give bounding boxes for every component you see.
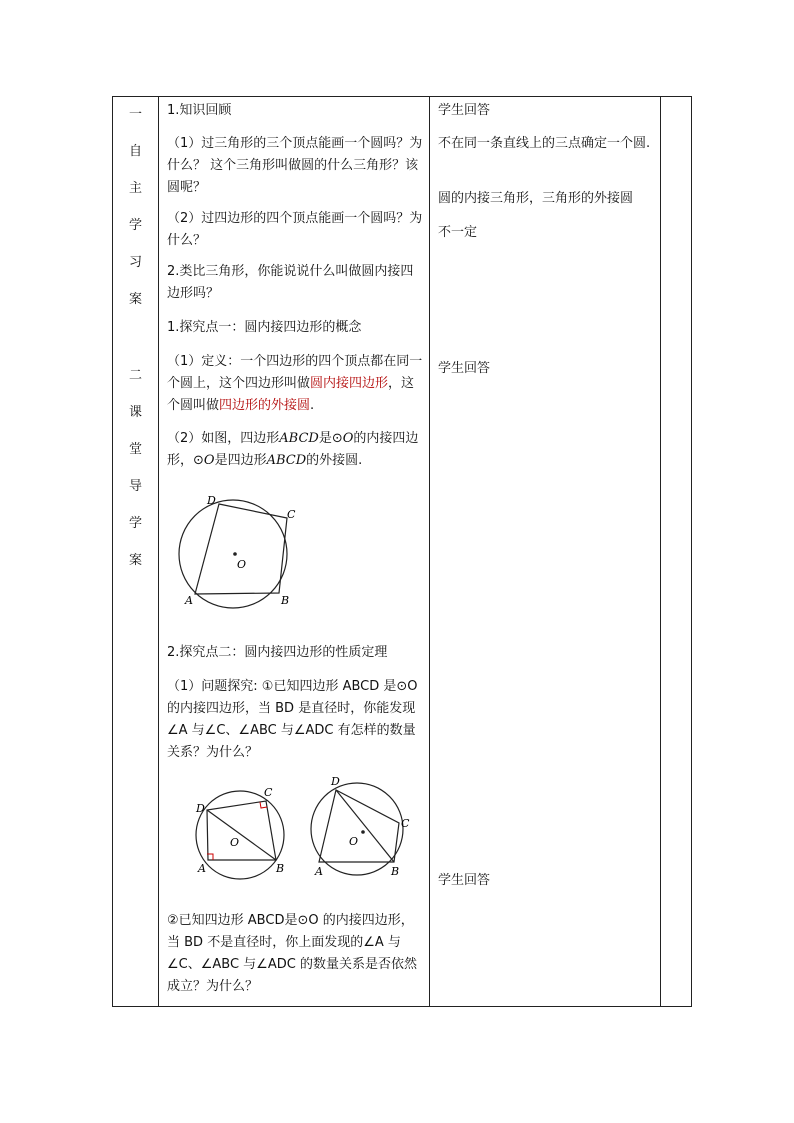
heading-explore-2: 2.探究点二：圆内接四边形的性质定理 (167, 645, 388, 660)
svg-text:C: C (264, 786, 273, 799)
svg-text:D: D (331, 775, 340, 788)
svg-text:A: A (198, 862, 206, 875)
answer-column (430, 97, 660, 1006)
answer-title-2: 学生回答 (438, 361, 491, 376)
section-char: 学 (128, 218, 142, 233)
problem-1: （1）问题探究: ①已知四边形 ABCD 是⊙O 的内接四边形，当 BD 是直径时，你能发现∠A 与∠C、∠ABC 与∠ADC 有怎样的数量关系？为什么？ (167, 679, 418, 760)
answer-3: 不一定 (438, 225, 478, 240)
section-char: 主 (128, 181, 142, 196)
figure-bd-not-diameter (301, 773, 411, 887)
answer-1: 不在同一条直线上的三点确定一个圆. (438, 136, 651, 151)
svg-text:D: D (196, 802, 205, 815)
section-char: 案 (128, 553, 142, 568)
section-char: 堂 (128, 442, 142, 457)
svg-text:O: O (230, 836, 240, 849)
section-char: 自 (128, 144, 142, 159)
question-3: 2.类比三角形，你能说说什么叫做圆内接四边形吗？ (167, 264, 414, 301)
svg-text:D: D (207, 494, 216, 507)
problem-2: ②已知四边形 ABCD是⊙O 的内接四边形，当 BD 不是直径时，你上面发现的∠A 与∠C、∠ABC 与∠ADC 的数量关系是否依然成立？为什么？ (167, 913, 417, 994)
answer-title-1: 学生回答 (438, 103, 491, 118)
svg-text:O: O (237, 558, 247, 571)
figure-bd-diameter (184, 780, 294, 890)
definition-text: （1）定义：一个四边形的四个顶点都在同一个圆上，这个四边形叫做圆内接四边形，这个圆叫做四边形的外接圆. (167, 354, 423, 413)
heading-explore-1: 1.探究点一：圆内接四边形的概念 (167, 320, 362, 335)
svg-text:C: C (287, 508, 296, 521)
svg-text:A: A (315, 865, 323, 878)
figure-inscribed-quadrilateral (169, 492, 299, 612)
svg-text:A: A (185, 594, 193, 607)
section-char: 学 (128, 516, 142, 531)
section-char: 导 (128, 479, 142, 494)
answer-title-3: 学生回答 (438, 873, 491, 888)
section-char: 案 (128, 292, 142, 307)
column-divider (660, 97, 661, 1006)
svg-text:B: B (281, 594, 290, 607)
svg-text:B: B (391, 865, 400, 878)
question-1: （1）过三角形的三个顶点能画一个圆吗？为什么？ 这个三角形叫做圆的什么三角形？该圆呢？ (167, 136, 423, 195)
section-label-column (113, 97, 158, 1006)
svg-text:O: O (349, 835, 359, 848)
question-2: （2）过四边形的四个顶点能画一个圆吗？为什么？ (167, 211, 423, 248)
heading-review: 1.知识回顾 (167, 103, 232, 118)
example-text: （2）如图，四边形ABCD是⊙O的内接四边形，⊙O是四边形ABCD的外接圆. (167, 431, 419, 468)
svg-text:B: B (276, 862, 285, 875)
lesson-table (112, 96, 692, 1007)
section-char: 一 (128, 107, 142, 122)
section-char: 二 (128, 368, 142, 383)
section-char: 课 (128, 405, 142, 420)
term-circumcircle: 四边形的外接圆 (219, 398, 311, 413)
content-column (159, 97, 429, 1006)
answer-2: 圆的内接三角形，三角形的外接圆 (438, 191, 634, 206)
svg-text:C: C (401, 817, 410, 830)
term-inscribed-quadrilateral: 圆内接四边形 (310, 376, 389, 391)
section-char: 习 (128, 255, 142, 270)
